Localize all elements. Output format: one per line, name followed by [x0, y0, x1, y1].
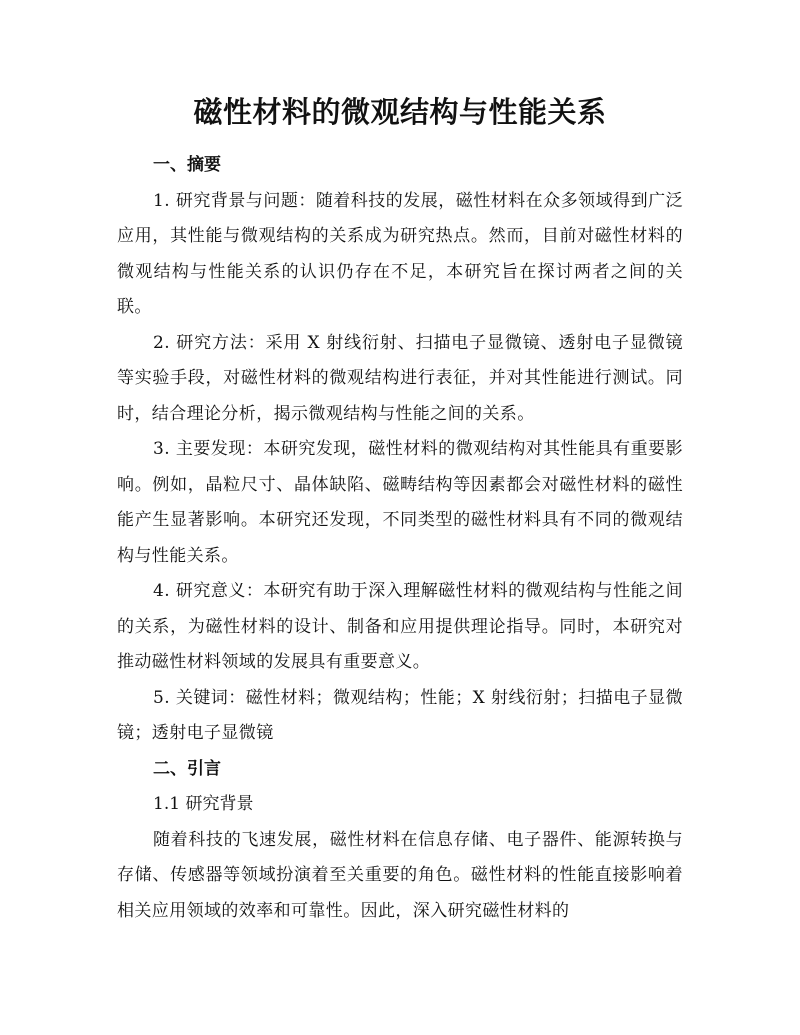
introduction-heading: 二、引言 [153, 758, 221, 779]
document-title: 磁性材料的微观结构与性能关系 [193, 95, 607, 129]
abstract-paragraph-keywords: 5. 关键词：磁性材料；微观结构；性能；X 射线衍射；扫描电子显微镜；透射电子显微镜 [117, 687, 683, 743]
introduction-paragraph: 随着科技的飞速发展，磁性材料在信息存储、电子器件、能源转换与存储、传感器等领域扮演着至关重要的角色。磁性材料的性能直接影响着相关应用领域的效率和可靠性。因此，深入研究磁性材料的 [117, 829, 683, 921]
abstract-paragraph-background: 1. 研究背景与问题：随着科技的发展，磁性材料在众多领域得到广泛应用，其性能与微观结构的关系成为研究热点。然而，目前对磁性材料的微观结构与性能关系的认识仍存在不足，本研究旨在探讨两者之间的关联。 [117, 190, 683, 317]
abstract-paragraph-significance: 4. 研究意义：本研究有助于深入理解磁性材料的微观结构与性能之间的关系，为磁性材料的设计、制备和应用提供理论指导。同时，本研究对推动磁性材料领域的发展具有重要意义。 [117, 581, 683, 672]
abstract-paragraph-methods: 2. 研究方法：采用 X 射线衍射、扫描电子显微镜、透射电子显微镜等实验手段，对磁性材料的微观结构进行表征，并对其性能进行测试。同时，结合理论分析，揭示微观结构与性能之间的关系。 [117, 332, 683, 424]
abstract-paragraph-findings: 3. 主要发现：本研究发现，磁性材料的微观结构对其性能具有重要影响。例如，晶粒尺寸、晶体缺陷、磁畴结构等因素都会对磁性材料的磁性能产生显著影响。本研究还发现，不同类型的磁性材料具有不同的微观结构与性能关系。 [117, 439, 683, 566]
document-body [117, 148, 683, 929]
research-background-subheading: 1.1 研究背景 [153, 794, 254, 814]
abstract-heading: 一、摘要 [153, 155, 221, 175]
